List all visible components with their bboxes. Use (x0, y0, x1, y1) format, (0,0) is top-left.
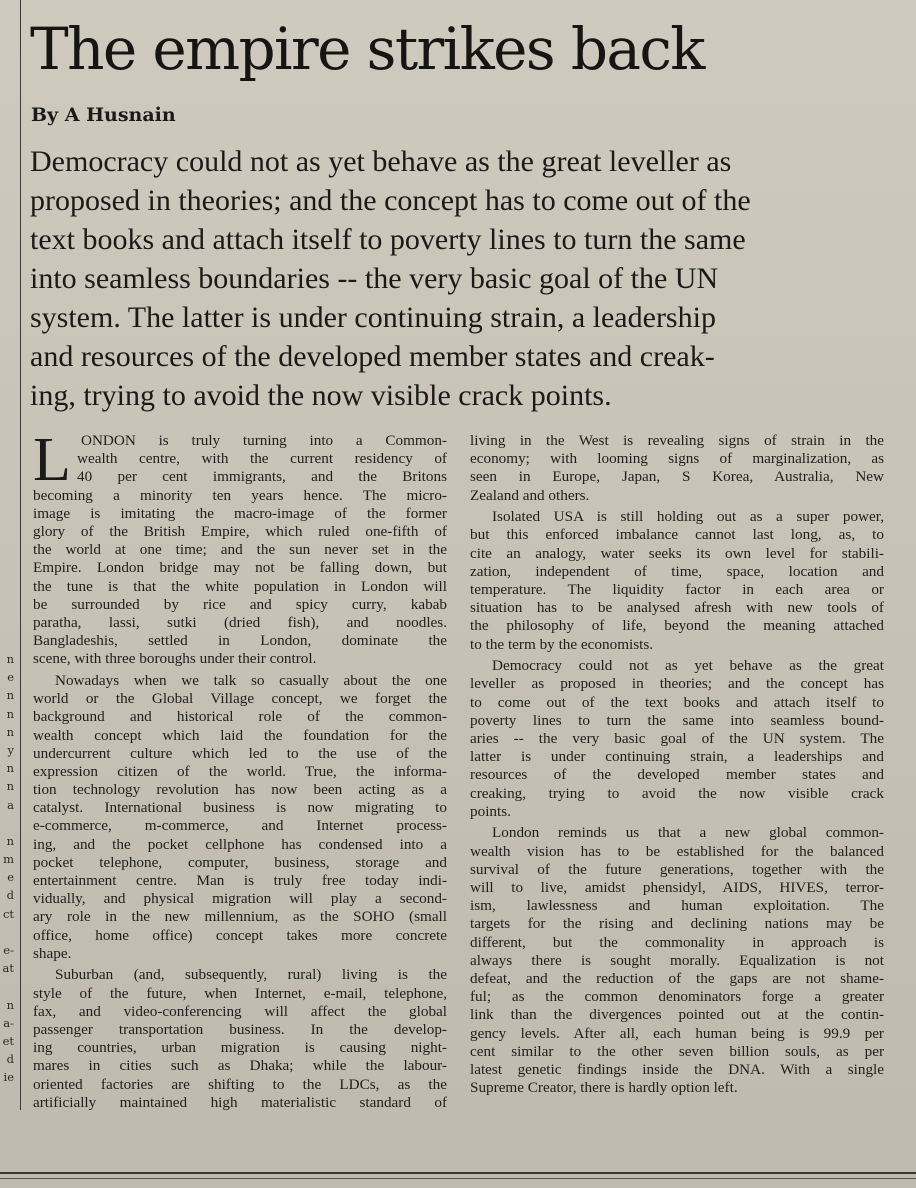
body-text-line: Bangladeshis, settled in London, dominate the (33, 632, 447, 650)
adjacent-text-fragment: n (6, 761, 14, 776)
body-text-line: temperature. The liquidity factor in each area or (470, 581, 884, 598)
body-text-line: catalyst. International business is now migrating to (33, 799, 447, 817)
byline: By A Husnain (31, 104, 176, 126)
body-text-line: living in the West is revealing signs of strain in the (470, 432, 884, 449)
body-text-line: entertainment centre. Man is truly free today indi- (33, 872, 447, 889)
body-text-line: Isolated USA is still holding out as a super power, (492, 508, 884, 526)
body-text-line: latest genetic findings inside the DNA. With a single (470, 1060, 884, 1078)
adjacent-text-fragment: d (6, 888, 14, 903)
body-text-line: mares in cities such as Dhaka; while the labour- (33, 1057, 447, 1075)
body-text-line: artificially maintained high materialistic standard of (33, 1093, 447, 1111)
body-text-line: seen in Europe, Japan, S Korea, Australia, New (470, 468, 884, 486)
adjacent-text-fragment: ct (2, 906, 14, 921)
body-text-line: London reminds us that a new global common- (492, 824, 884, 842)
body-text-line: to the term by the economists. (470, 635, 654, 653)
adjacent-text-fragment: ie (3, 1070, 14, 1085)
body-text-line: the tune is that the white population in London will (33, 577, 447, 595)
body-text-line: tion technology revolution has now been acting as a (33, 781, 447, 799)
adjacent-text-fragment: n (6, 706, 14, 721)
bottom-rule-thin (0, 1178, 916, 1179)
body-text-line: vidually, and physical migration will play a second- (33, 890, 447, 908)
headline: The empire strikes back (30, 15, 704, 83)
adjacent-text-fragment (0, 977, 14, 995)
adjacent-column-edge (0, 0, 21, 1110)
body-text-line: paratha, lassi, sutki (dried fish), and noodles. (33, 613, 447, 631)
body-text-line: undercurrent culture which led to the use of the (33, 744, 447, 762)
body-column-right (470, 432, 884, 1097)
body-text-line: zation, independent of time, space, location and (470, 562, 884, 580)
adjacent-text-fragment: n (6, 833, 14, 848)
lead-line: into seamless boundaries -- the very basic goal of the UN (30, 262, 719, 295)
lead-line: and resources of the developed member states and creak- (30, 340, 715, 373)
adjacent-text-fragment: et (2, 1033, 14, 1048)
adjacent-text-fragment: a (7, 797, 14, 812)
body-text-line: scene, with three boroughs under their control. (33, 650, 317, 668)
adjacent-text-fragment: y (7, 742, 14, 757)
body-text-line: Suburban (and, subsequently, rural) living is the (55, 966, 447, 984)
adjacent-text-fragment: m (3, 852, 14, 867)
body-text-line: be surrounded by rice and spicy curry, kabab (33, 595, 447, 613)
adjacent-text-fragment: at (2, 961, 14, 976)
body-text-line: Democracy could not as yet behave as the great (492, 657, 884, 675)
body-text-line: world or the Global Village concept, we forget the (33, 690, 447, 708)
body-text-line: ing countries, urban migration is causing night- (33, 1039, 447, 1057)
body-text-line: but this enforced imbalance cannot last long, as, to (470, 526, 884, 544)
body-text-line: creaking, trying to avoid the now visible crack (470, 784, 884, 802)
body-text-line: survival of the future generations, together with the (470, 860, 884, 878)
body-text-line: leveller as proposed in theories; and the concept has (470, 675, 884, 693)
lead-line: text books and attach itself to poverty lines to turn the same (30, 223, 746, 256)
lead-line: Democracy could not as yet behave as the great leveller as (30, 145, 732, 178)
adjacent-text-fragment (0, 923, 14, 941)
body-text-line: ful; as the common denominators forge a greater (470, 988, 884, 1006)
body-text-line: points. (470, 802, 511, 820)
body-text-line: wealth vision has to be established for the balanced (470, 842, 884, 860)
body-text-line: wealth concept which laid the foundation for the (33, 726, 447, 744)
body-text-line: shape. (33, 944, 72, 962)
body-text-line: 40 per cent immigrants, and the Britons (77, 468, 447, 486)
body-text-line: latter is under continuing strain, a leaderships and (470, 748, 884, 766)
lead-line: proposed in theories; and the concept has to come out of the (30, 184, 751, 217)
body-text-line: office, home office) concept takes more concrete (33, 926, 447, 944)
body-text-line: link than the divergences pointed out at the contin- (470, 1006, 884, 1024)
body-text-line: resources of the developed member states and (470, 766, 884, 784)
adjacent-text-fragment: a- (3, 1015, 14, 1030)
body-text-line: oriented factories are shifting to the LDCs, as the (33, 1075, 447, 1093)
lead-line: system. The latter is under continuing strain, a leadership (30, 301, 716, 334)
body-text-line: pocket telephone, computer, business, storage and (33, 853, 447, 871)
body-text-line: different, but the commonality in approach is (470, 933, 884, 951)
body-text-line: economy; with looming signs of marginalization, as (470, 450, 884, 468)
body-text-line: style of the future, when Internet, e-mail, telephone, (33, 984, 447, 1002)
adjacent-text-fragment: n (6, 779, 14, 794)
body-text-line: cite an analogy, water seeks its own level for stabili- (470, 544, 884, 562)
adjacent-text-fragment: e (7, 870, 14, 885)
body-text-line: to come out of the text books and attach itself to (470, 693, 884, 711)
adjacent-text-fragment: n (6, 652, 14, 666)
body-text-line: fax, and video-conferencing will affect the global (33, 1002, 447, 1020)
adjacent-text-fragment: d (6, 1052, 14, 1067)
body-text-line: e-commerce, m-commerce, and Internet process- (33, 817, 447, 835)
adjacent-text-fragment: n (6, 688, 14, 703)
adjacent-text-fragment (0, 814, 14, 832)
adjacent-text-fragment: e- (3, 943, 14, 957)
body-text-line: the philosophy of life, beyond the meaning attached (470, 617, 884, 635)
body-text-line: the world at one time; and the sun never set in the (33, 541, 447, 559)
adjacent-text-fragment: n (6, 724, 14, 739)
body-text-line: ism, lawlessness and human exploitation. The (470, 897, 884, 915)
body-text-line: Empire. London bridge may not be falling down, but (33, 559, 447, 577)
adjacent-column-fragments (0, 650, 14, 1087)
body-text-line: wealth centre, with the current residency of (77, 450, 447, 468)
body-text-line: passenger transportation business. In the develop- (33, 1021, 447, 1038)
body-text-line: Zealand and others. (470, 486, 590, 504)
drop-cap: L (33, 426, 71, 494)
body-text-line: cent similar to the other seven billion souls, as per (470, 1042, 884, 1060)
body-text-line: Supreme Creator, there is hardly option left. (470, 1079, 738, 1097)
body-text-line: becoming a minority ten years hence. The micro- (33, 486, 447, 504)
adjacent-text-fragment: n (6, 997, 14, 1012)
body-text-line: background and historical role of the common- (33, 708, 447, 726)
body-text-line: poverty lines to turn the same into seamless bound- (470, 711, 884, 729)
body-text-line: ing, and the pocket cellphone has condensed into a (33, 835, 447, 853)
body-text-line: defeat, and the reduction of the gaps are not shame- (470, 969, 884, 987)
body-text-line: expression citizen of the world. True, the informa- (33, 762, 447, 780)
body-text-line: image is imitating the macro-image of the former (33, 504, 447, 522)
body-text-line: Nowadays when we talk so casually about the one (55, 671, 447, 689)
body-text-line: will to live, amidst phensidyl, AIDS, HIVES, terror- (470, 879, 884, 896)
body-text-line: ary role in the new millennium, as the SOHO (small (33, 908, 447, 926)
bottom-rule (0, 1172, 916, 1174)
lead-paragraph (30, 142, 886, 415)
body-text-line: aries -- the very basic goal of the UN system. The (470, 730, 884, 747)
body-text-line: targets for the rising and declining nations may be (470, 915, 884, 933)
adjacent-text-fragment: e (7, 670, 14, 685)
body-text-line: glory of the British Empire, which ruled one-fifth of (33, 522, 447, 540)
body-text-line: ONDON is truly turning into a Common- (81, 432, 447, 449)
body-text-line: situation has to be analysed afresh with new tools of (470, 599, 884, 617)
body-text-line: gency levels. After all, each human being is 99.9 per (470, 1024, 884, 1042)
body-column-left (33, 426, 447, 1112)
lead-line: ing, trying to avoid the now visible crack points. (30, 379, 612, 412)
body-text-line: always there is sought morally. Equalization is not (470, 951, 884, 969)
